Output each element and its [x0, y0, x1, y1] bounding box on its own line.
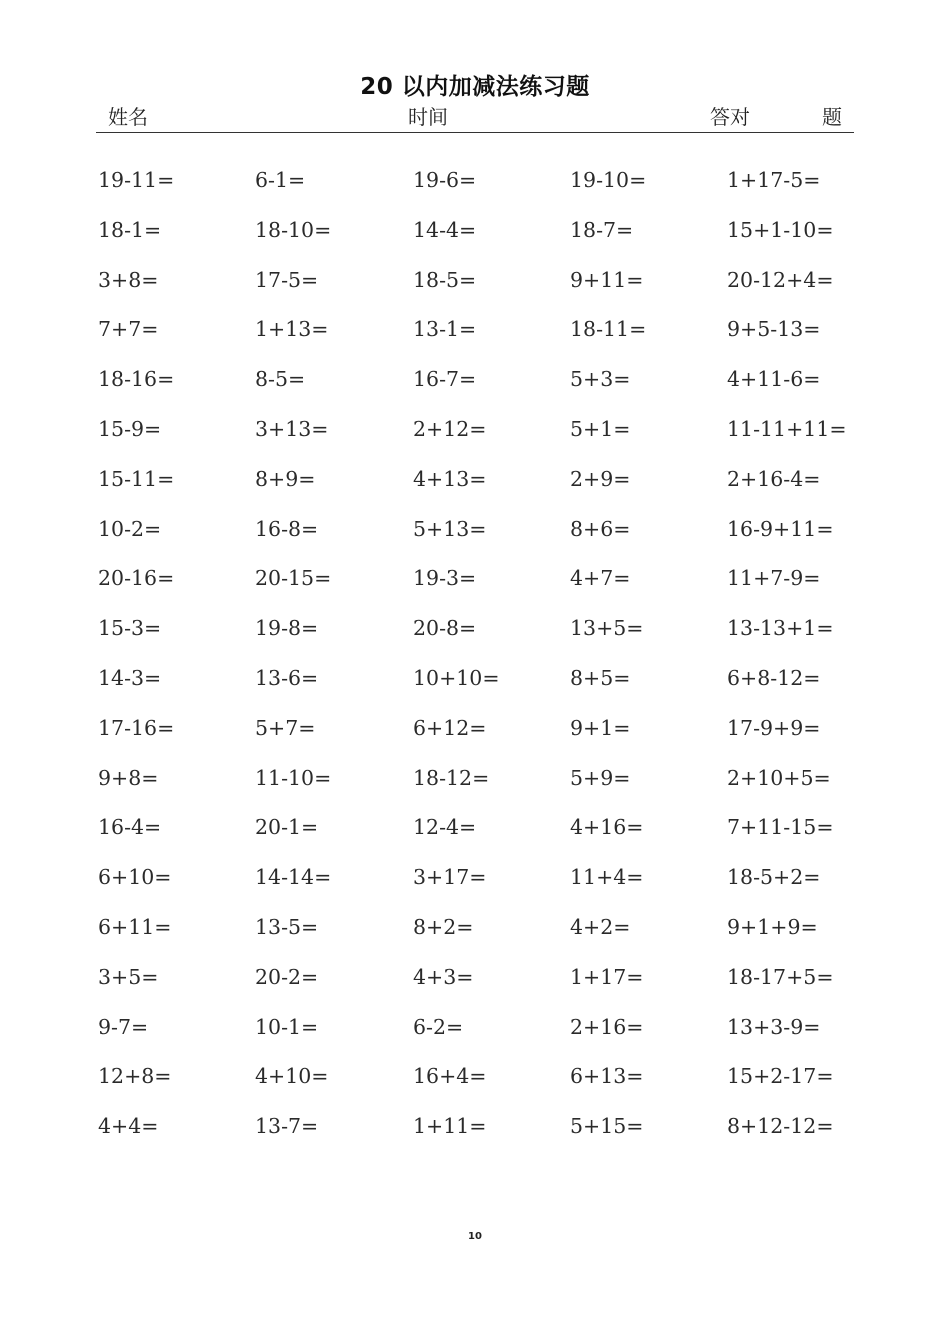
problem-row — [98, 1114, 858, 1164]
problem-item: 9+8= — [98, 765, 159, 790]
problem-row — [98, 317, 858, 367]
problem-row — [98, 417, 858, 467]
problem-item: 6+12= — [413, 715, 487, 740]
problem-item: 18-7= — [570, 217, 634, 242]
problem-row — [98, 517, 858, 567]
problem-item: 18-5= — [413, 267, 477, 292]
problem-item: 8+9= — [255, 466, 316, 491]
problem-item: 18-1= — [98, 217, 162, 242]
problem-row — [98, 268, 858, 318]
problem-item: 5+7= — [255, 715, 316, 740]
problem-item: 1+17-5= — [727, 168, 821, 192]
problem-item: 4+16= — [570, 815, 644, 840]
problem-row — [98, 815, 858, 865]
problem-item: 2+12= — [413, 416, 487, 441]
problem-row — [98, 616, 858, 666]
problem-item: 8-5= — [255, 367, 306, 392]
problem-item: 1+13= — [255, 317, 329, 342]
problem-item: 15+2-17= — [727, 1064, 834, 1089]
problem-item: 3+8= — [98, 267, 159, 292]
problem-item: 15-11= — [98, 466, 175, 491]
problem-item: 5+3= — [570, 367, 631, 392]
problem-item: 4+2= — [570, 914, 631, 939]
problem-item: 11-10= — [255, 765, 332, 790]
problem-item: 6+11= — [98, 914, 172, 939]
problem-row — [98, 666, 858, 716]
problem-row — [98, 965, 858, 1015]
problem-row — [98, 1064, 858, 1114]
problem-item: 12+8= — [98, 1064, 172, 1089]
problem-item: 11-11+11= — [727, 416, 847, 441]
problem-item: 5+1= — [570, 416, 631, 441]
problem-item: 16-7= — [413, 367, 477, 392]
problem-item: 18-10= — [255, 217, 332, 242]
problem-row — [98, 716, 858, 766]
problem-item: 12-4= — [413, 815, 477, 840]
problem-item: 14-4= — [413, 217, 477, 242]
problem-item: 19-6= — [413, 168, 477, 192]
worksheet-title: 20 以内加减法练习题 — [360, 74, 590, 100]
problem-item: 13-7= — [255, 1114, 319, 1139]
problem-item: 18-12= — [413, 765, 490, 790]
problem-row — [98, 865, 858, 915]
problem-item: 18-11= — [570, 317, 647, 342]
problem-item: 16-4= — [98, 815, 162, 840]
problem-grid — [98, 168, 858, 1164]
page-number: 10 — [468, 1231, 482, 1242]
problem-item: 4+3= — [413, 964, 474, 989]
problem-item: 9+5-13= — [727, 317, 821, 342]
questions-label: 题 — [822, 105, 842, 129]
problem-row — [98, 766, 858, 816]
problem-item: 15+1-10= — [727, 217, 834, 242]
problem-item: 3+17= — [413, 865, 487, 890]
problem-item: 1+17= — [570, 964, 644, 989]
problem-item: 20-15= — [255, 566, 332, 591]
problem-item: 8+5= — [570, 665, 631, 690]
problem-item: 2+9= — [570, 466, 631, 491]
correct-label: 答对 — [710, 105, 750, 129]
worksheet-header — [96, 100, 854, 133]
problem-item: 20-12+4= — [727, 267, 834, 292]
problem-item: 9+11= — [570, 267, 644, 292]
problem-item: 2+16-4= — [727, 466, 821, 491]
problem-item: 9-7= — [98, 1014, 149, 1039]
problem-item: 4+11-6= — [727, 367, 821, 392]
problem-item: 19-8= — [255, 616, 319, 641]
problem-item: 6-2= — [413, 1014, 464, 1039]
problem-item: 13+3-9= — [727, 1014, 821, 1039]
problem-item: 4+7= — [570, 566, 631, 591]
problem-item: 11+4= — [570, 865, 644, 890]
problem-item: 2+10+5= — [727, 765, 831, 790]
problem-item: 18-5+2= — [727, 865, 821, 890]
problem-item: 14-3= — [98, 665, 162, 690]
problem-item: 17-5= — [255, 267, 319, 292]
problem-item: 13-1= — [413, 317, 477, 342]
problem-row — [98, 915, 858, 965]
problem-item: 13-13+1= — [727, 616, 834, 641]
problem-item: 16-9+11= — [727, 516, 834, 541]
problem-item: 16+4= — [413, 1064, 487, 1089]
problem-item: 9+1= — [570, 715, 631, 740]
problem-item: 8+6= — [570, 516, 631, 541]
problem-row — [98, 168, 858, 218]
problem-item: 9+1+9= — [727, 914, 818, 939]
problem-item: 13+5= — [570, 616, 644, 641]
problem-item: 10+10= — [413, 665, 500, 690]
problem-row — [98, 467, 858, 517]
problem-item: 20-16= — [98, 566, 175, 591]
problem-item: 6+13= — [570, 1064, 644, 1089]
problem-item: 18-17+5= — [727, 964, 834, 989]
problem-item: 8+2= — [413, 914, 474, 939]
problem-row — [98, 367, 858, 417]
problem-item: 5+9= — [570, 765, 631, 790]
problem-item: 5+15= — [570, 1114, 644, 1139]
problem-row — [98, 1015, 858, 1065]
problem-item: 4+13= — [413, 466, 487, 491]
problem-item: 15-9= — [98, 416, 162, 441]
problem-item: 19-3= — [413, 566, 477, 591]
problem-item: 10-2= — [98, 516, 162, 541]
problem-item: 13-6= — [255, 665, 319, 690]
problem-row — [98, 218, 858, 268]
problem-item: 18-16= — [98, 367, 175, 392]
problem-item: 17-9+9= — [727, 715, 821, 740]
problem-item: 11+7-9= — [727, 566, 821, 591]
problem-item: 19-11= — [98, 168, 175, 192]
problem-item: 6+8-12= — [727, 665, 821, 690]
problem-item: 17-16= — [98, 715, 175, 740]
problem-item: 19-10= — [570, 168, 647, 192]
time-label: 时间 — [408, 105, 448, 129]
problem-item: 15-3= — [98, 616, 162, 641]
problem-item: 20-1= — [255, 815, 319, 840]
problem-item: 6-1= — [255, 168, 306, 192]
problem-item: 7+11-15= — [727, 815, 834, 840]
problem-item: 20-2= — [255, 964, 319, 989]
problem-item: 1+11= — [413, 1114, 487, 1139]
problem-item: 7+7= — [98, 317, 159, 342]
problem-item: 16-8= — [255, 516, 319, 541]
name-label: 姓名 — [108, 105, 148, 129]
problem-item: 4+10= — [255, 1064, 329, 1089]
problem-item: 10-1= — [255, 1014, 319, 1039]
problem-item: 3+13= — [255, 416, 329, 441]
problem-item: 3+5= — [98, 964, 159, 989]
problem-item: 14-14= — [255, 865, 332, 890]
problem-item: 4+4= — [98, 1114, 159, 1139]
problem-item: 8+12-12= — [727, 1114, 834, 1139]
problem-item: 5+13= — [413, 516, 487, 541]
problem-item: 2+16= — [570, 1014, 644, 1039]
problem-item: 6+10= — [98, 865, 172, 890]
problem-item: 13-5= — [255, 914, 319, 939]
problem-item: 20-8= — [413, 616, 477, 641]
problem-row — [98, 566, 858, 616]
